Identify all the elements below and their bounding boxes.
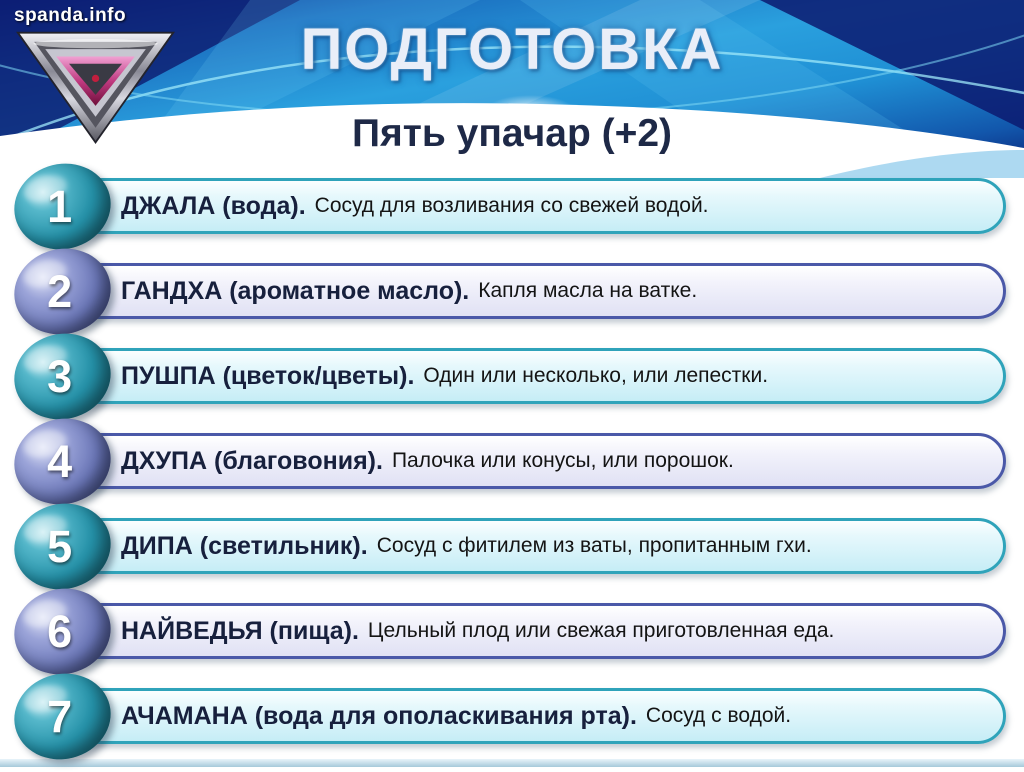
item-title: ДХУПА (благовония). bbox=[121, 446, 383, 475]
list-item bbox=[0, 262, 1024, 347]
item-description: Палочка или конусы, или порошок. bbox=[391, 449, 734, 472]
item-description: Сосуд для возливания со свежей водой. bbox=[314, 194, 709, 217]
list-item-bar bbox=[26, 518, 1006, 574]
item-number: 6 bbox=[46, 605, 73, 657]
item-title: ПУШПА (цветок/цветы). bbox=[121, 361, 415, 390]
item-title: НАЙВЕДЬЯ (пища). bbox=[121, 616, 359, 645]
item-number: 3 bbox=[46, 350, 73, 402]
upachara-list bbox=[0, 177, 1024, 772]
item-description: Сосуд с фитилем из ваты, пропитанным гхи. bbox=[376, 534, 812, 557]
item-title: ДИПА (светильник). bbox=[121, 531, 368, 560]
logo-site-text: spanda.info bbox=[14, 5, 127, 26]
item-title: ДЖАЛА (вода). bbox=[121, 191, 306, 220]
item-title: АЧАМАНА (вода для ополаскивания рта). bbox=[121, 701, 637, 730]
item-description: Один или несколько, или лепестки. bbox=[423, 364, 769, 387]
page-title: ПОДГОТОВКА bbox=[300, 17, 724, 82]
list-item-bar bbox=[26, 348, 1006, 404]
item-number: 7 bbox=[46, 690, 73, 742]
list-item bbox=[0, 687, 1024, 772]
item-title: ГАНДХА (ароматное масло). bbox=[121, 276, 470, 305]
item-description: Сосуд с водой. bbox=[645, 704, 792, 727]
item-description: Цельный плод или свежая приготовленная еда. bbox=[367, 619, 835, 642]
item-number: 5 bbox=[46, 520, 73, 572]
list-item bbox=[0, 177, 1024, 262]
item-description: Капля масла на ватке. bbox=[478, 279, 698, 302]
list-item bbox=[0, 602, 1024, 687]
item-number: 1 bbox=[46, 180, 73, 232]
subtitle: Пять упачар (+2) bbox=[351, 112, 673, 155]
item-number: 2 bbox=[46, 265, 73, 317]
list-item-bar bbox=[26, 178, 1006, 234]
list-item bbox=[0, 517, 1024, 602]
list-item-bar bbox=[26, 433, 1006, 489]
item-number: 4 bbox=[46, 435, 73, 487]
list-item-bar bbox=[26, 603, 1006, 659]
list-item bbox=[0, 432, 1024, 517]
list-item-bar bbox=[26, 263, 1006, 319]
list-item bbox=[0, 347, 1024, 432]
list-item-bar bbox=[26, 688, 1006, 744]
